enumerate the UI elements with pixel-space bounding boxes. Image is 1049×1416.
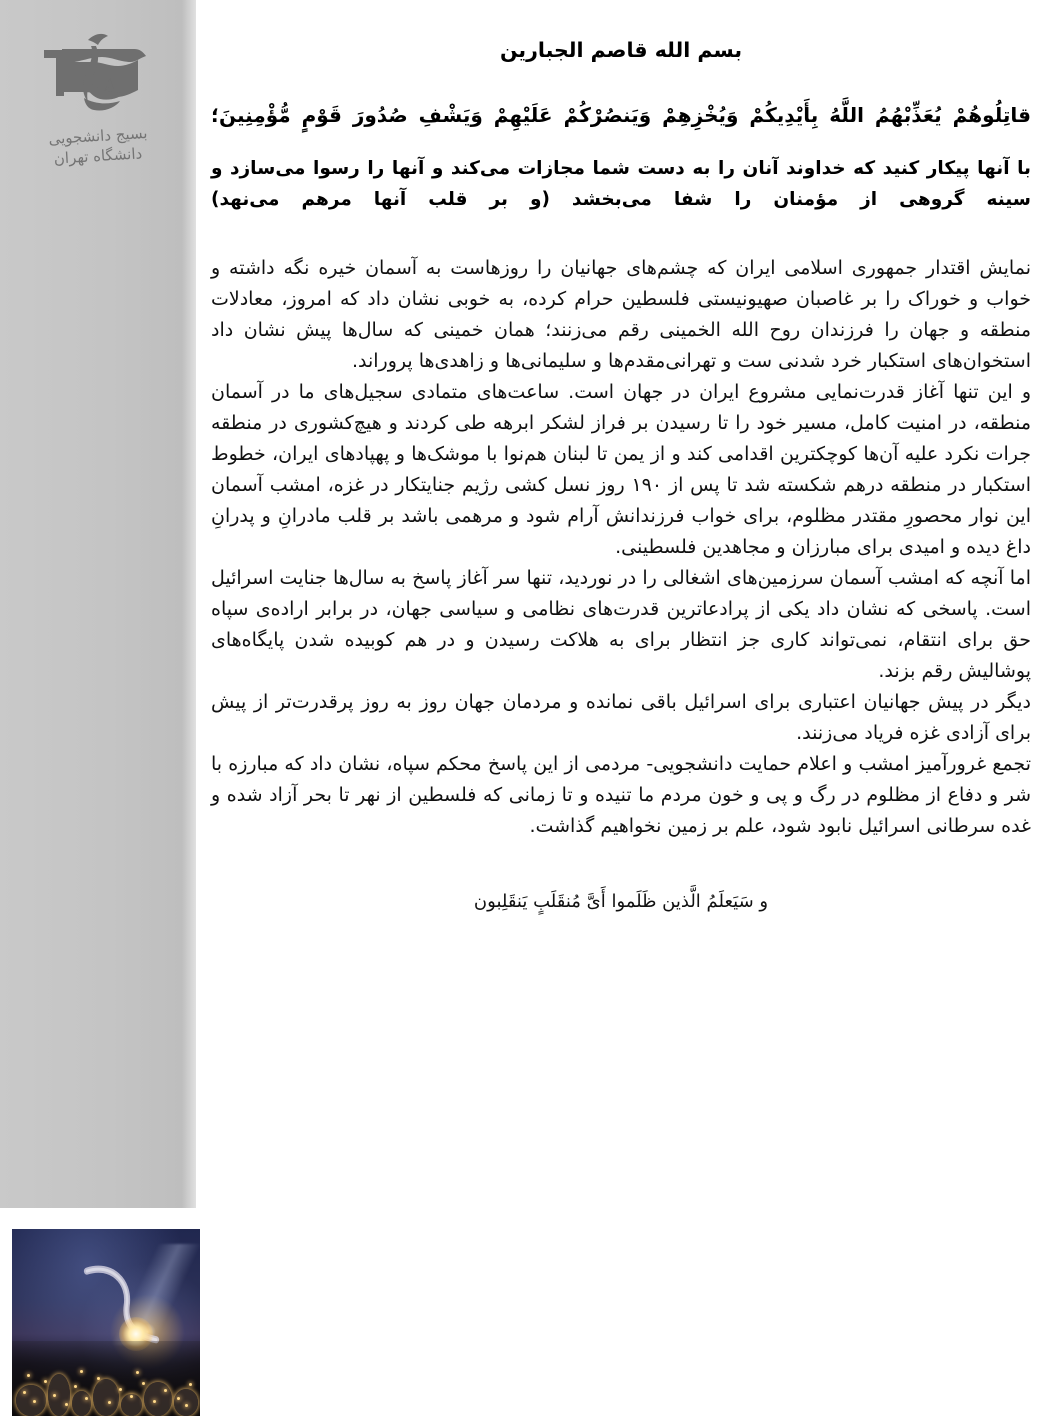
document-content [211, 0, 1031, 916]
body-paragraph: تجمع غرورآمیز امشب و اعلام حمایت دانشجویی- مردمی از این پاسخ محکم سپاه، نشان داد که مبارزه با شر و دفاع از مظلوم در رگ و پی و خون مردم ما تنیده و تا زمانی که فلسطین از نهر تا بحر آزاد شده و غده سرطانی اسرائیل نابود شود، علم بر زمین نخواهیم گذاشت. [211, 752, 1031, 837]
sidebar-band [0, 0, 196, 1208]
night-missile-launch-photo [12, 1229, 200, 1416]
body-paragraph: نمایش اقتدار جمهوری اسلامی ایران که چشم‌های جهانیان را روزهاست به آسمان خیره نگه داشته و خواب و خوراک را بر غاصبان صهیونیستی فلسطین حرام کرده، به خوبی نشان داد که امروز، معادلات منطقه و جهان را فرزندان روح الله الخمینی رقم می‌زنند؛ همان خمینی که سال‌ها پیش نشان داد استخوان‌های استکبار خرد شدنی ست و تهرانی‌مقدم‌ها و سلیمانی‌ها و زاهدی‌ها پروراند. [211, 257, 1031, 373]
body-paragraph: و این تنها آغاز قدرت‌نمایی مشروع ایران در جهان است. ساعت‌های متمادی سجیل‌های ما در آسمان منطقه، در امنیت کامل، مسیر خود را تا رسیدن بر فراز لشکر ابرهه طی کردند و هیچ‌کشوری در منطقه جرات نکرد علیه آن‌ها کوچکترین اقدامی کند و از یمن تا لبنان هم‌نوا با موشک‌ها و پهپادهای ایران، خطوط استکبار در منطقه درهم شکسته شد تا پس از ۱۹۰ روز نسل کشی رژیم جنایتکار در غزه، امشب آسمان این نوار محصورِ مقتدر مظلوم، برای خواب فرزندانش آرام شود و مرهمی باشد بر قلب مادرانِ و پدرانِ داغ دیده و امیدی برای مبارزان و مجاهدین فلسطینی. [211, 381, 1031, 558]
quran-verse-arabic: قاتِلُوهُمْ يُعَذِّبْهُمُ اللَّهُ بِأَيْدِيكُمْ وَيُخْزِهِمْ وَيَنصُرْكُمْ عَلَيْهِمْ وَيَشْفِ صُدُورَ قَوْمٍ مُّؤْمِنِينَ؛ [211, 103, 1031, 127]
photo-city-lights [12, 1341, 200, 1416]
closing-quran-verse: و سَيَعلَمُ الَّذين ظَلَموا أَىَّ مُنقَلَبٍ يَنقَلِبون [473, 890, 769, 912]
body-paragraph: دیگر در پیش جهانیان اعتباری برای اسرائیل باقی نمانده و مردمان جهان روز به روز پرقدرت‌تر از پیش برای آزادی غزه فریاد می‌زنند. [211, 690, 1031, 744]
statement-body [211, 253, 1031, 841]
quran-verse-translation: با آنها پیکار کنید که خداوند آنان را به دست شما مجازات می‌کند و آنها را رسوا می‌سازد و سینه گروهی از مؤمنان را شفا می‌بخشد (و بر قلب آنها مرهم می‌نهد) [211, 158, 1031, 211]
logo-caption-line-2: دانشگاه تهران [53, 144, 143, 168]
body-paragraph: اما آنچه که امشب آسمان سرزمین‌های اشغالی را در نوردید، تنها سر آغاز پاسخ به سال‌ها جنایت اسرائیل است. پاسخی که نشان داد یکی از پرادعاترین قدرت‌های نظامی و سیاسی جهان، در برابر اراده‌ی سپاه حق برای انتقام، نمی‌تواند کاری جز انتظار برای به هلاکت رسیدن و در هم کوبیده شدن پایگاه‌های پوشالیش رقم بزند. [211, 566, 1031, 682]
basij-flag-logo-icon [22, 22, 174, 132]
logo-caption-line-1: بسیج دانشجویی [48, 123, 148, 149]
page-title: بسم الله قاصم الجبارين [499, 38, 743, 62]
logo-caption [22, 123, 174, 168]
organization-logo [22, 22, 174, 190]
